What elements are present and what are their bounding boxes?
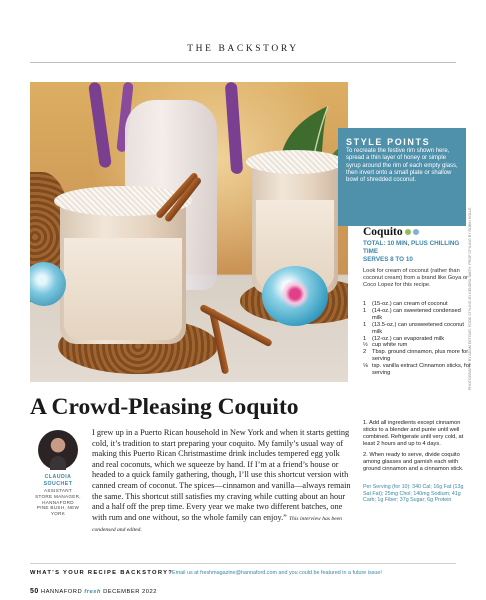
issue-date: DECEMBER 2022 bbox=[103, 589, 157, 595]
nutrition-info: Per Serving (for 10): 340 Cal; 16g Fat (13g Sat Fat); 25mg Chol; 140mg Sodium; 41g Carb; 1g Fiber; 37g Sugar; 6g Protein bbox=[363, 484, 464, 504]
photo-credit: PHOTOGRAPHY BY ADAM DETOUR; FOOD STYLING BY KENDRA SMITH; PROP STYLING BY ROBIN KOLLE bbox=[468, 207, 472, 390]
email-link[interactable]: freshmagazine@hannaford.com bbox=[200, 570, 277, 576]
ornament-flower bbox=[280, 280, 310, 308]
ingredient-item: 2 Tbsp. ground cinnamon, plus more for serving bbox=[363, 349, 469, 363]
brand-name: HANNAFORD bbox=[40, 589, 83, 595]
headline: A Crowd-Pleasing Coquito bbox=[30, 394, 299, 420]
style-points-box bbox=[338, 128, 466, 226]
avatar bbox=[38, 430, 78, 470]
coconut-rim bbox=[246, 150, 344, 174]
page-footer bbox=[30, 588, 157, 595]
story-body bbox=[92, 428, 352, 536]
contributor-title: ASSISTANT STORE MANAGER, HANNAFORD PINE BUSH, NEW YORK bbox=[35, 488, 81, 517]
ingredient-item: ⅛ tsp. vanilla extract Cinnamon sticks, for serving bbox=[363, 363, 471, 377]
ingredient-item: 1 (12-oz.) can evaporated milk bbox=[363, 335, 445, 342]
total-time: TOTAL: 10 MIN, PLUS CHILLING TIME bbox=[363, 240, 460, 255]
serves: SERVES 8 TO 10 bbox=[363, 256, 413, 263]
direction-step: 1. Add all ingredients except cinnamon sticks to a blender and purée until well combined. Refrigerate until very cold, at least 2 hours and up to 4 days. bbox=[363, 420, 464, 447]
story-text: I grew up in a Puerto Rican household in New York and when it starts getting cold, it’s tradition to start preparing your coquito. My family’s usual way of making this Puerto Rican Christmastime drink includes tempered egg yolk and real coconuts, which we squeeze by hand. If I’m at a friend’s house or headed to a quick family gathering, though, I’ll use this shortcut version with canned cream of coconut. The spices—cinnamon and vanilla—always remain the same. This shortcut still satisfies my craving while cutting about an hour and a half off the prep time. Every year we make two different batches, one with rum and one without, so the whole family can enjoy.” bbox=[92, 428, 351, 522]
recipe-title: Coquito bbox=[363, 226, 403, 238]
story-note: This interview has been condensed and edited. bbox=[92, 515, 342, 534]
coquito-photo bbox=[30, 82, 348, 382]
footer-divider bbox=[30, 563, 456, 564]
footer-question: WHAT’S YOUR RECIPE BACKSTORY? bbox=[30, 570, 174, 576]
style-points-title: STYLE POINTS bbox=[346, 137, 431, 147]
ingredient-item: 1 (13.5-oz.) can unsweetened coconut milk bbox=[363, 321, 465, 335]
recipe-directions bbox=[363, 420, 471, 473]
recipe-meta bbox=[363, 240, 473, 264]
direction-step: 2. When ready to serve, divide coquito among glasses and garnish each with ground cinnamon and a cinnamon stick. bbox=[363, 452, 464, 472]
ingredient-item: ½ cup white rum bbox=[363, 342, 408, 349]
title-rule bbox=[30, 62, 456, 63]
contributor-name: CLAUDIA SOUCHET bbox=[43, 474, 73, 487]
ingredient-item: 1 (14-oz.) can sweetened condensed milk bbox=[363, 307, 461, 321]
coquito-drink bbox=[64, 238, 182, 340]
section-title: THE BACKSTORY bbox=[187, 44, 299, 54]
style-points-text: To recreate the festive rim shown here, spread a thin layer of honey or simple syrup around the rim of each empty glass, then invert onto a small plate or shallow bowl of shredded coconut. bbox=[346, 148, 458, 184]
magazine-name: fresh bbox=[84, 589, 101, 595]
gluten-free-icon bbox=[405, 229, 411, 235]
ingredient-list bbox=[363, 301, 471, 377]
ingredient-item: 1 (15-oz.) can cream of coconut bbox=[363, 301, 448, 307]
dairy-icon bbox=[413, 229, 419, 235]
recipe-intro: Look for cream of coconut (rather than coconut cream) from a brand like Goya or Coco Lopez for this recipe. bbox=[363, 268, 468, 289]
footer-message: Email us at freshmagazine@hannaford.com and you could be featured in a future issue! bbox=[172, 570, 382, 576]
page-number: 50 bbox=[30, 588, 39, 595]
